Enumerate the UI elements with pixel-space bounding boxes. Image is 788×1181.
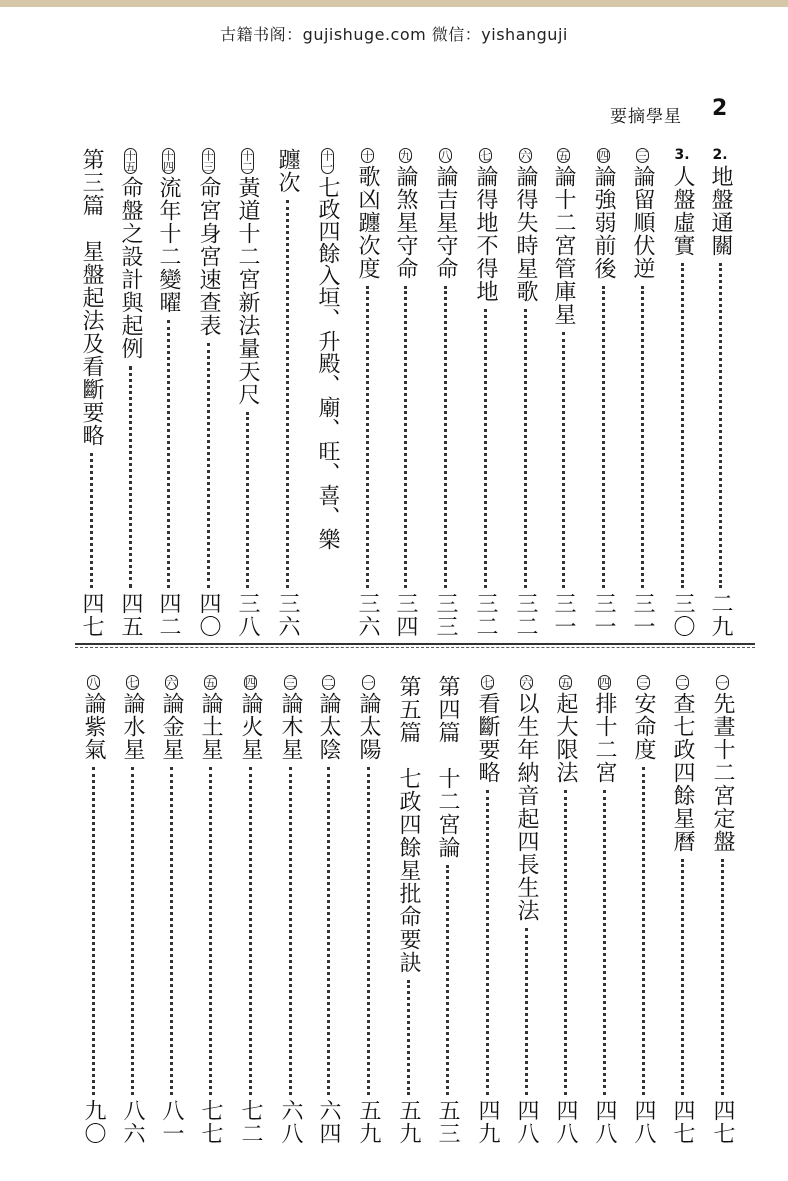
entry-page: 五九 [396, 1099, 421, 1145]
toc-entry[interactable] [472, 675, 502, 1145]
leader-dots [129, 366, 132, 588]
watermark: 古籍书阁：gujishuge.com 微信：yishanguji [220, 25, 568, 44]
toc-entry[interactable] [117, 675, 147, 1145]
entry-title: 七政四餘入垣、升殿、廟、旺、喜、樂 [315, 176, 340, 550]
entry-page: 八一 [159, 1099, 184, 1145]
entry-title: 黃道十二宮新法量天尺 [235, 176, 260, 406]
leader-dots [681, 263, 684, 588]
entry-marker: 十二 [240, 150, 254, 172]
toc-entry[interactable] [511, 675, 541, 1145]
entry-marker: 六 [518, 150, 532, 161]
leader-dots [484, 309, 487, 588]
entry-marker: 七 [125, 677, 139, 688]
leader-dots [444, 286, 447, 588]
entry-title: 人盤虛實 [670, 165, 695, 257]
leader-dots [719, 263, 722, 588]
toc-entry[interactable] [589, 675, 619, 1145]
entry-marker: 八 [438, 150, 452, 161]
leader-dots [246, 412, 249, 588]
entry-title: 論火星 [238, 692, 263, 761]
entry-page: 四八 [514, 1099, 539, 1145]
entry-marker: 三 [283, 677, 297, 688]
toc-entry[interactable] [627, 148, 657, 638]
leader-dots [366, 286, 369, 588]
toc-entry[interactable] [272, 148, 302, 638]
entry-page: 三一 [630, 592, 655, 638]
toc-section-heading[interactable] [76, 148, 106, 638]
entry-title: 論木星 [278, 692, 303, 761]
running-head: 要摘學星 [610, 107, 682, 127]
entry-page: 三六 [355, 592, 380, 638]
entry-page: 三一 [591, 592, 616, 638]
entry-marker: 三 [636, 677, 650, 688]
entry-page: 七七 [198, 1099, 223, 1145]
toc-entry[interactable] [588, 148, 618, 638]
toc-entry[interactable] [510, 148, 540, 638]
entry-marker: 八 [86, 677, 100, 688]
section-divider [75, 643, 755, 645]
toc-entry[interactable] [352, 148, 382, 638]
entry-title: 論留順伏逆 [630, 165, 655, 280]
entry-title: 看斷要略 [475, 692, 500, 784]
entry-page: 六四 [316, 1099, 341, 1145]
entry-title: 起大限法 [553, 692, 578, 784]
leader-dots [642, 767, 645, 1095]
entry-page: 三二 [473, 592, 498, 638]
entry-page: 四五 [118, 592, 143, 638]
entry-page: 三二 [513, 592, 538, 638]
entry-page: 六八 [278, 1099, 303, 1145]
leader-dots [603, 790, 606, 1095]
leader-dots [167, 320, 170, 588]
top-band [0, 0, 788, 7]
toc-entry[interactable] [275, 675, 305, 1145]
toc-entry[interactable] [628, 675, 658, 1145]
entry-page: 四八 [553, 1099, 578, 1145]
entry-marker: 二 [675, 677, 689, 688]
toc-entry[interactable] [548, 148, 578, 638]
entry-title: 命宮身宮速查表 [196, 176, 221, 337]
toc-entry[interactable] [78, 675, 108, 1145]
entry-marker: 五 [556, 150, 570, 161]
toc-entry[interactable] [707, 675, 737, 1145]
toc-entry[interactable] [667, 148, 697, 638]
leader-dots [486, 790, 489, 1095]
entry-title: 安命度 [631, 692, 656, 761]
entry-marker: 二 [321, 677, 335, 688]
entry-page: 四二 [156, 592, 181, 638]
leader-dots [446, 865, 449, 1095]
leader-dots [524, 309, 527, 588]
leader-dots [249, 767, 252, 1095]
toc-section-heading[interactable] [393, 675, 423, 1145]
entry-title: 排十二宮 [592, 692, 617, 784]
leader-dots [170, 767, 173, 1095]
entry-marker: 四 [596, 150, 610, 161]
entry-page: 五九 [356, 1099, 381, 1145]
entry-marker: 七 [480, 677, 494, 688]
entry-page: 三一 [551, 592, 576, 638]
leader-dots [525, 928, 528, 1095]
entry-page: 五三 [435, 1099, 460, 1145]
entry-page: 九〇 [81, 1099, 106, 1145]
entry-page: 二九 [708, 592, 733, 638]
toc-section-heading[interactable] [432, 675, 462, 1145]
entry-title: 查七政四餘星曆 [670, 692, 695, 853]
toc-entry[interactable] [193, 148, 223, 638]
toc-entry[interactable] [353, 675, 383, 1145]
entry-title: 論十二宮管庫星 [551, 165, 576, 326]
entry-page: 四七 [670, 1099, 695, 1145]
leader-dots [602, 286, 605, 588]
entry-page: 四八 [592, 1099, 617, 1145]
leader-dots [367, 767, 370, 1095]
entry-title: 論吉星守命 [433, 165, 458, 280]
toc-entry[interactable] [115, 148, 145, 638]
leader-dots [407, 980, 410, 1095]
entry-page: 四七 [710, 1099, 735, 1145]
leader-dots [641, 286, 644, 588]
entry-title: 以生年納音起四長生法 [514, 692, 539, 922]
entry-marker: 十一 [320, 150, 334, 172]
leader-dots [90, 453, 93, 588]
toc-entry[interactable] [470, 148, 500, 638]
entry-title: 論強弱前後 [591, 165, 616, 280]
section-divider-ornament [75, 647, 755, 648]
entry-marker: 九 [398, 150, 412, 161]
entry-page: 三三 [433, 592, 458, 638]
entry-title: 論太陽 [356, 692, 381, 761]
entry-title: 論得失時星歌 [513, 165, 538, 303]
entry-title: 歌凶躔次度 [355, 165, 380, 280]
entry-title: 躔次 [275, 148, 300, 194]
toc-entry[interactable] [195, 675, 225, 1145]
entry-page: 三四 [393, 592, 418, 638]
entry-title: 第五篇 七政四餘星批命要訣 [396, 675, 421, 974]
leader-dots [564, 790, 567, 1095]
entry-marker: 三 [635, 150, 649, 161]
leader-dots [289, 767, 292, 1095]
leader-dots [721, 859, 724, 1095]
toc-entry[interactable] [390, 148, 420, 638]
entry-marker: 十四 [161, 150, 175, 172]
leader-dots [131, 767, 134, 1095]
entry-marker: 六 [519, 677, 533, 688]
entry-title: 第三篇 星盤起法及看斷要略 [79, 148, 104, 447]
entry-title: 論煞星守命 [393, 165, 418, 280]
toc-entry[interactable] [156, 675, 186, 1145]
toc-entry[interactable] [550, 675, 580, 1145]
entry-title: 流年十二變曜 [156, 176, 181, 314]
entry-marker: 十 [360, 150, 374, 161]
entry-page: 四〇 [196, 592, 221, 638]
entry-marker: 一 [715, 677, 729, 688]
entry-page: 三〇 [670, 592, 695, 638]
entry-title: 論紫氣 [81, 692, 106, 761]
toc-entry[interactable] [430, 148, 460, 638]
toc-entry[interactable] [232, 148, 262, 638]
entry-title: 論土星 [198, 692, 223, 761]
toc-entry[interactable] [705, 148, 735, 638]
entry-marker: 一 [361, 677, 375, 688]
toc-entry[interactable] [312, 148, 342, 638]
entry-title: 論金星 [159, 692, 184, 761]
entry-marker: 四 [597, 677, 611, 688]
leader-dots [286, 200, 289, 588]
entry-title: 論水星 [120, 692, 145, 761]
entry-page: 三六 [275, 592, 300, 638]
entry-title: 先晝十二宮定盤 [710, 692, 735, 853]
leader-dots [92, 767, 95, 1095]
toc-entry[interactable] [313, 675, 343, 1145]
leader-dots [207, 343, 210, 588]
leader-dots [681, 859, 684, 1095]
toc-entry[interactable] [667, 675, 697, 1145]
entry-title: 論得地不得地 [473, 165, 498, 303]
page-number: 2 [712, 96, 728, 121]
entry-page: 四八 [631, 1099, 656, 1145]
entry-page: 八六 [120, 1099, 145, 1145]
entry-marker: 十五 [123, 150, 137, 172]
leader-dots [209, 767, 212, 1095]
leader-dots [562, 332, 565, 588]
toc-entry[interactable] [235, 675, 265, 1145]
entry-number: 2. [712, 148, 728, 163]
entry-title: 地盤通關 [708, 165, 733, 257]
entry-marker: 五 [558, 677, 572, 688]
entry-marker: 六 [164, 677, 178, 688]
entry-marker: 十三 [201, 150, 215, 172]
leader-dots [327, 767, 330, 1095]
entry-marker: 七 [478, 150, 492, 161]
toc-entry[interactable] [153, 148, 183, 638]
entry-page: 三八 [235, 592, 260, 638]
entry-page: 七二 [238, 1099, 263, 1145]
entry-marker: 五 [203, 677, 217, 688]
entry-page: 四七 [79, 592, 104, 638]
entry-number: 3. [674, 148, 690, 163]
leader-dots [404, 286, 407, 588]
entry-marker: 四 [243, 677, 257, 688]
entry-title: 命盤之設計與起例 [118, 176, 143, 360]
entry-page: 四九 [475, 1099, 500, 1145]
entry-title: 第四篇 十二宮論 [435, 675, 460, 859]
entry-title: 論太陰 [316, 692, 341, 761]
